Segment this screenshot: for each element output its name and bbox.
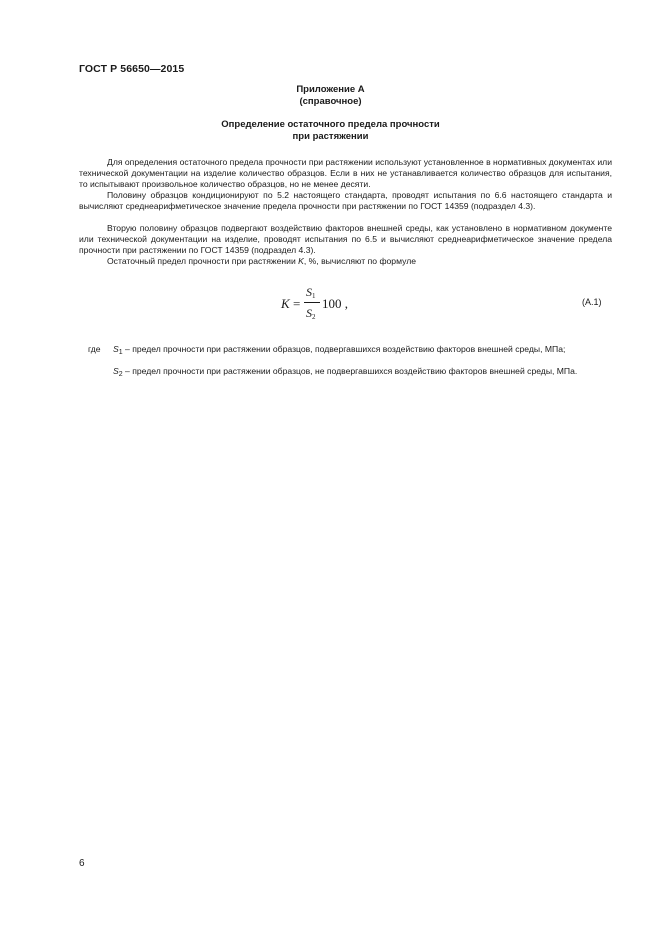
formula-intro — [79, 256, 612, 267]
definition-s2: $S_2$ – предел прочности при растяжении образцов, не подвергавшихся воздействию факторов внешней среды, МПа. — [113, 366, 578, 378]
fraction-bar — [304, 302, 320, 303]
formula-denominator-sub: 2 — [312, 313, 316, 321]
where-label: где — [88, 344, 101, 354]
formula-numerator: $S_1$ — [306, 285, 316, 300]
formula-intro-after: , %, вычисляют по формуле — [303, 256, 416, 266]
formula-lhs: K — [281, 296, 290, 311]
formula-numerator-sub: 1 — [312, 292, 316, 300]
formula-number: (А.1) — [582, 297, 602, 307]
appendix-status: (справочное) — [299, 96, 362, 107]
paragraph-1: Для определения остаточного предела прочности при растяжении используют установленное в нормативных документах или технической документации на изделие количество образцов. Если в них не устанавливается количество образцов для испытания, то испытывают произвольное количество образцов, но не менее десяти. — [79, 157, 612, 189]
formula-multiplier: 100 , — [322, 296, 348, 311]
appendix-title: Приложение А — [296, 84, 365, 95]
formula-denominator: $S_2$ — [306, 306, 316, 321]
definition-s2-text: – предел прочности при растяжении образцов, не подвергавшихся воздействию факторов внешней среды, МПа. — [122, 366, 578, 376]
section-title-line1: Определение остаточного предела прочности — [221, 119, 440, 130]
formula-intro-symbol: K — [298, 256, 304, 266]
definition-s1-sub: 1 — [118, 349, 123, 356]
definition-s1: $S_1$ – предел прочности при растяжении образцов, подвергавшихся воздействию факторов внешней среды, МПа; — [113, 344, 566, 356]
paragraph-2: Половину образцов кондиционируют по 5.2 настоящего стандарта, проводят испытания по 6.6 настоящего стандарта и вычисляют среднеарифметическое значение предела прочности при растяжении по ГОСТ 14359 (подраздел 4.3). — [79, 190, 612, 211]
definition-s2-sub: 2 — [118, 371, 123, 378]
page-number: 6 — [79, 858, 85, 869]
section-title-line2: при растяжении — [292, 131, 369, 142]
formula-intro-before: Остаточный предел прочности при растяжении — [107, 256, 299, 266]
paragraph-3: Вторую половину образцов подвергают воздействию факторов внешней среды, как установлено в нормативном документе или технической документации на изделие, проводят испытания по 6.5 и вычисляют среднеарифметическое значение предела прочности при растяжении по ГОСТ 14359 (подраздел 4.3). — [79, 223, 612, 255]
formula-equals: = — [293, 296, 301, 311]
standard-designation: ГОСТ Р 56650—2015 — [79, 63, 185, 75]
formula-a1 — [0, 284, 661, 324]
definition-s1-text: – предел прочности при растяжении образцов, подвергавшихся воздействию факторов внешней среды, МПа; — [122, 344, 566, 354]
